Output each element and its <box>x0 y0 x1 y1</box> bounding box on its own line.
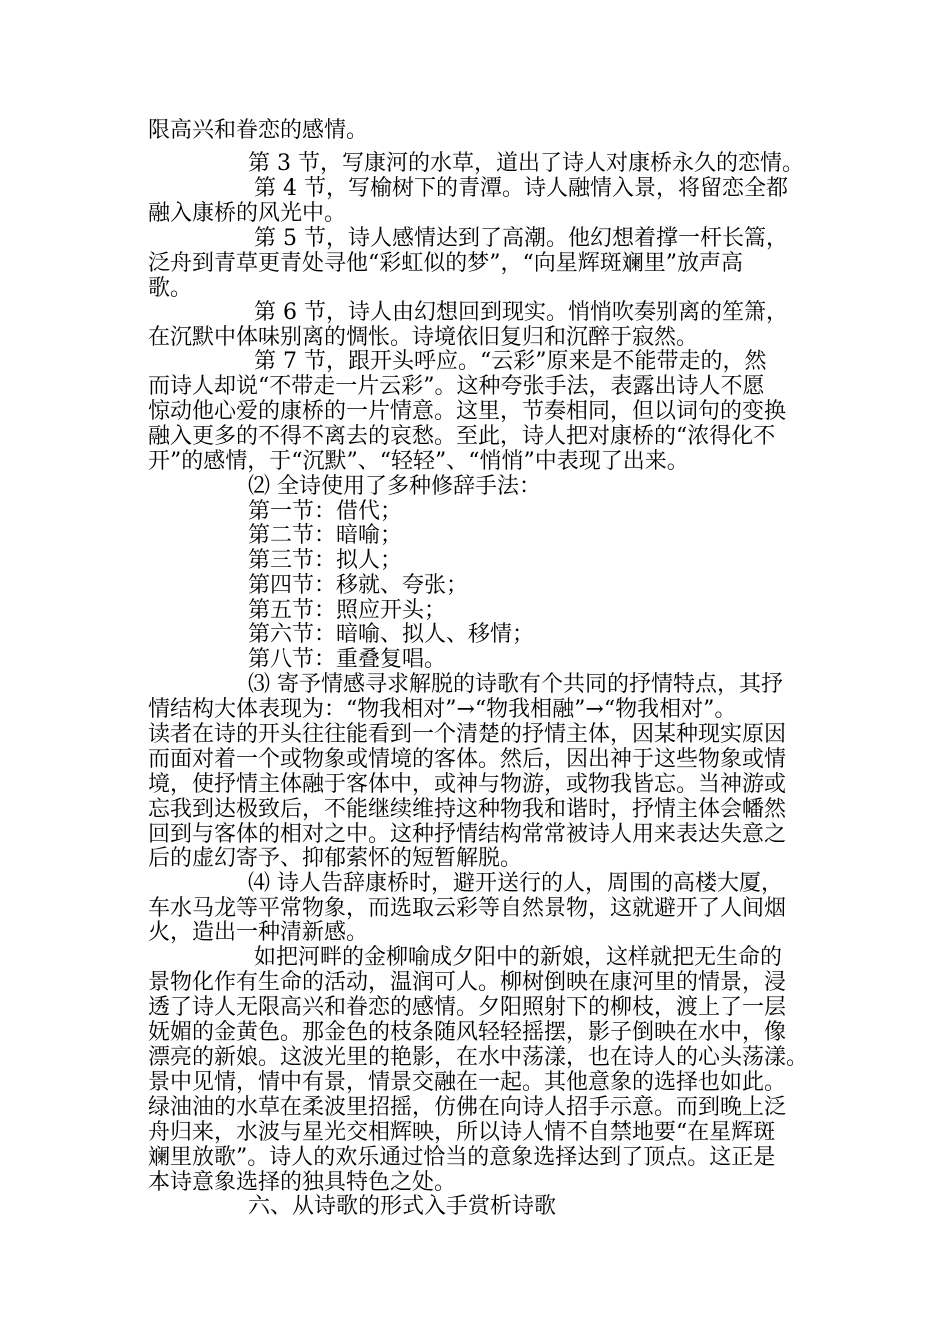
text-line: 透了诗人无限高兴和眷恋的感情。夕阳照射下的柳枝，渡上了一层 <box>148 995 787 1020</box>
text-line: 限高兴和眷恋的感情。 <box>148 118 369 143</box>
list-item: 第四节：移就、夸张； <box>248 573 469 598</box>
text-line: 第 4 节，写榆树下的青潭。诗人融情入景，将留恋全都 <box>254 176 788 201</box>
text-line: 融入更多的不得不离去的哀愁。至此，诗人把对康桥的“浓得化不 <box>148 424 776 449</box>
text-line: 本诗意象选择的独具特色之处。 <box>148 1170 457 1195</box>
text-line: 斓里放歌”。诗人的欢乐通过恰当的意象选择达到了顶点。这正是 <box>148 1145 776 1170</box>
text-line: 第 7 节，跟开头呼应。“云彩”原来是不能带走的，然 <box>254 349 767 374</box>
text-line: 读者在诗的开头往往能看到一个清楚的抒情主体，因某种现实原因 <box>148 722 787 747</box>
list-item: 第一节：借代； <box>248 499 403 524</box>
text-line: 舟归来，水波与星光交相辉映，所以诗人情不自禁地要“在星辉斑 <box>148 1120 776 1145</box>
text-line: 境，使抒情主体融于客体中，或神与物游，或物我皆忘。当神游或 <box>148 772 787 797</box>
text-line: 而面对着一个或物象或情境的客体。然后，因出神于这些物象或情 <box>148 747 787 772</box>
text-line: 泛舟到青草更青处寻他“彩虹似的梦”，“向星辉斑斓里”放声高 <box>148 251 743 276</box>
text-line: 车水马龙等平常物象，而选取云彩等自然景物，这就避开了人间烟 <box>148 896 787 921</box>
text-line: 情结构大体表现为：“物我相对”→“物我相融”→“物我相对”。 <box>148 697 737 722</box>
text-line: 而诗人却说“不带走一片云彩”。这种夸张手法，表露出诗人不愿 <box>148 374 765 399</box>
text-line: 惊动他心爱的康桥的一片情意。这里，节奏相同，但以词句的变换 <box>148 399 787 424</box>
text-line: 融入康桥的风光中。 <box>148 201 347 226</box>
text-line: 景物化作有生命的活动，温润可人。柳树倒映在康河里的情景，浸 <box>148 970 787 995</box>
section-heading: 六、从诗歌的形式入手赏析诗歌 <box>248 1194 557 1219</box>
text-line: 回到与客体的相对之中。这种抒情结构常常被诗人用来表达失意之 <box>148 822 787 847</box>
text-line: 歌。 <box>148 276 193 301</box>
list-item: 第五节：照应开头； <box>248 598 447 623</box>
text-line: 第 5 节，诗人感情达到了高潮。他幻想着撑一杆长篙， <box>254 226 788 251</box>
text-line: 景中见情，情中有景，情景交融在一起。其他意象的选择也如此。 <box>148 1070 787 1095</box>
text-line: 开”的感情，于“沉默”、“轻轻”、“悄悄”中表现了出来。 <box>148 449 689 474</box>
text-line: 妩媚的金黄色。那金色的枝条随风轻轻摇摆，影子倒映在水中，像 <box>148 1020 787 1045</box>
text-line: 第 6 节，诗人由幻想回到现实。悄悄吹奏别离的笙箫， <box>254 300 788 325</box>
text-line: ⑶ 寄予情感寻求解脱的诗歌有个共同的抒情特点，其抒 <box>248 672 783 697</box>
text-line: 在沉默中体味别离的惆怅。诗境依旧复归和沉醉于寂然。 <box>148 325 699 350</box>
text-line: 第 3 节，写康河的水草，道出了诗人对康桥永久的恋情。 <box>248 151 804 176</box>
list-item: 第八节：重叠复唱。 <box>248 647 447 672</box>
list-item: 第三节：拟人； <box>248 548 403 573</box>
text-line: ⑷ 诗人告辞康桥时，避开送行的人，周围的高楼大厦， <box>248 871 783 896</box>
text-line: 忘我到达极致后，不能继续维持这种物我和谐时，抒情主体会幡然 <box>148 797 787 822</box>
list-item: 第二节：暗喻； <box>248 523 403 548</box>
text-line: ⑵ 全诗使用了多种修辞手法： <box>248 474 541 499</box>
text-line: 后的虚幻寄予、抑郁萦怀的短暂解脱。 <box>148 846 523 871</box>
list-item: 第六节：暗喻、拟人、移情； <box>248 622 535 647</box>
text-line: 火，造出一种清新感。 <box>148 920 369 945</box>
text-line: 漂亮的新娘。这波光里的艳影，在水中荡漾，也在诗人的心头荡漾。 <box>148 1045 809 1070</box>
text-line: 如把河畔的金柳喻成夕阳中的新娘，这样就把无生命的 <box>254 945 783 970</box>
text-line: 绿油油的水草在柔波里招摇，仿佛在向诗人招手示意。而到晚上泛 <box>148 1095 787 1120</box>
